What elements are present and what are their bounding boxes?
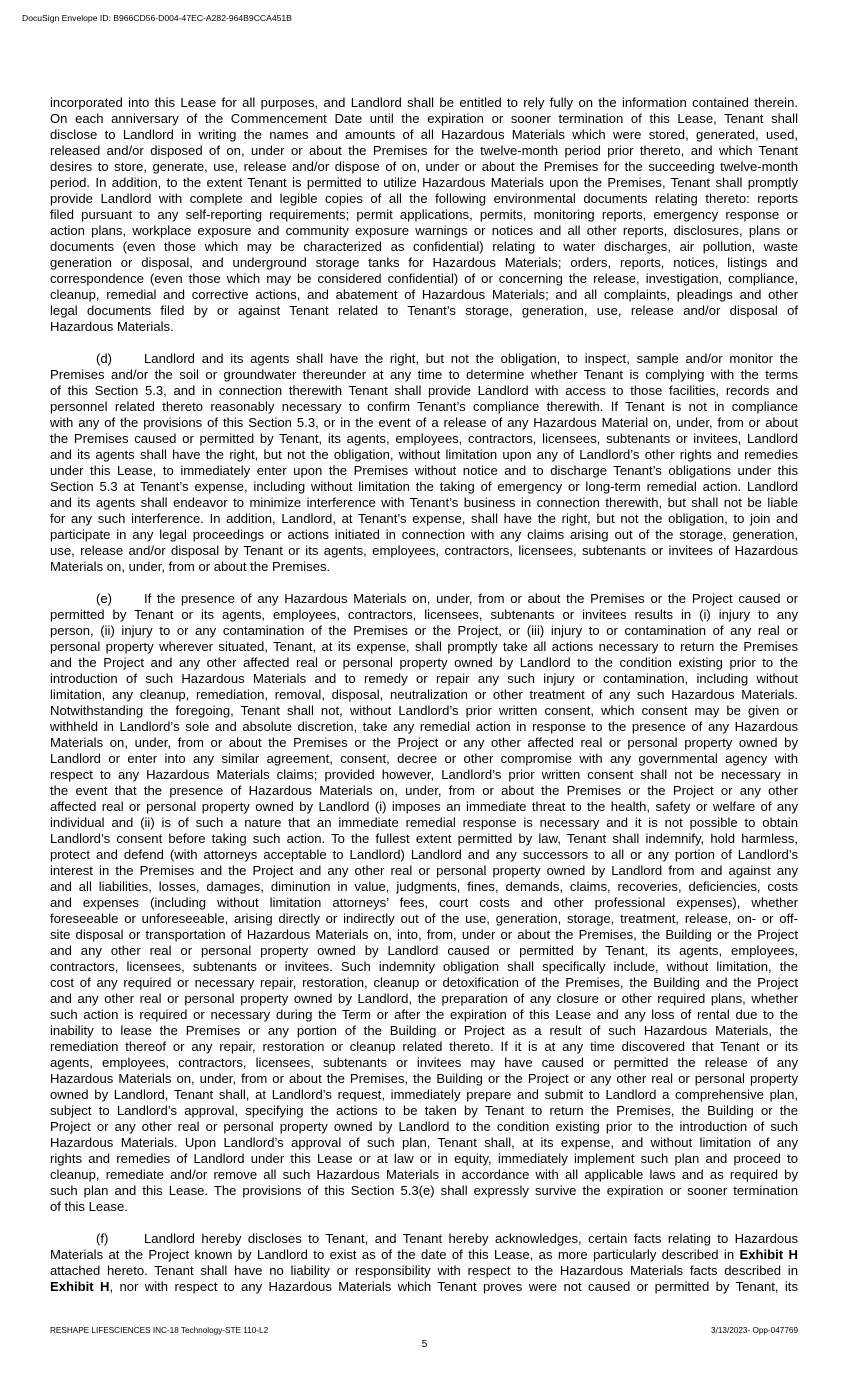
text-line	[50, 1247, 798, 1263]
text-segment: such action is required or necessary during the Term or after the expiration of this Lease and any loss of rental due to the	[50, 1007, 798, 1022]
line-content	[50, 975, 798, 991]
text-segment: Materials on, under, from or about the Premises.	[50, 559, 331, 574]
line-content	[50, 399, 798, 415]
text-segment: cleanup, remedial and corrective actions, and abatement of Hazardous Materials; and all complaints, pleadings and other	[50, 287, 798, 302]
text-line	[50, 1023, 798, 1039]
line-content	[50, 1167, 798, 1183]
line-content	[50, 831, 798, 847]
text-line	[50, 959, 798, 975]
text-line	[50, 367, 798, 383]
text-line	[50, 1151, 798, 1167]
text-segment: Materials on, under, from or about the Premises or the Project or any other affected real or personal property owned by	[50, 735, 798, 750]
text-line	[50, 543, 798, 559]
bold-reference: Exhibit H	[50, 1279, 110, 1294]
line-content	[50, 543, 798, 559]
text-segment: agents, employees, contractors, licensees, subtenants or invitees may have caused or permitted the release of any	[50, 1055, 798, 1070]
text-line	[50, 911, 798, 927]
line-content	[50, 751, 798, 767]
line-content	[50, 511, 798, 527]
text-line	[50, 1007, 798, 1023]
text-segment: filed pursuant to any self-reporting requirements; permit applications, permits, monitoring reports, emergency response or	[50, 207, 798, 222]
line-content	[50, 895, 798, 911]
text-line	[50, 863, 798, 879]
text-segment: released and/or disposed of on, under or about the Premises for the twelve-month period prior thereto, and which Tenant	[50, 143, 798, 158]
text-line	[50, 1119, 798, 1135]
text-line	[50, 111, 798, 127]
line-content	[50, 303, 798, 319]
line-content	[50, 95, 798, 111]
bold-reference: Exhibit H	[739, 1247, 798, 1262]
text-segment: Landlord or enter into any similar agreement, consent, decree or other compromise with any governmental agency with	[50, 751, 798, 766]
text-segment: On each anniversary of the Commencement Date until the expiration or sooner termination of this Lease, Tenant shall	[50, 111, 798, 126]
text-segment: the event that the presence of Hazardous Materials on, under, from or about the Premises or the Project or any other	[50, 783, 798, 798]
text-line	[50, 1055, 798, 1071]
line-content	[50, 767, 798, 783]
text-line	[50, 943, 798, 959]
text-line	[50, 271, 798, 287]
text-line	[50, 479, 798, 495]
line-content	[50, 911, 798, 927]
text-line	[50, 1135, 798, 1151]
paragraph-label: (e)	[96, 591, 113, 606]
line-content	[50, 239, 798, 255]
text-line	[50, 511, 798, 527]
line-content	[50, 639, 798, 655]
line-content	[50, 463, 798, 479]
text-segment: limitation, any cleanup, remediation, removal, disposal, neutralization or other treatment of any such Hazardous Materials.	[50, 687, 798, 702]
text-segment: subject to Landlord’s approval, specifying the actions to be taken by Tenant to return the Premises, the Building or the	[50, 1103, 798, 1118]
text-line	[50, 671, 798, 687]
docusign-envelope-id: DocuSign Envelope ID: B966CD56-D004-47EC-A282-964B9CCA451B	[22, 13, 292, 23]
line-content	[50, 495, 798, 511]
line-content	[50, 687, 798, 703]
text-segment: Materials at the Project known by Landlord to exist as of the date of this Lease, as more particularly described in	[50, 1247, 740, 1262]
line-content	[50, 879, 798, 895]
line-content	[50, 783, 798, 799]
footer-tenant-info: RESHAPE LIFESCIENCES INC-18 Technology-STE 110-L2	[50, 1326, 269, 1335]
line-content	[50, 319, 174, 335]
text-line	[50, 191, 798, 207]
text-segment: for any such interference. In addition, Landlord, at Tenant’s expense, shall have the right, but not the obligation, to join and	[50, 511, 798, 526]
text-line	[50, 799, 798, 815]
line-content	[50, 623, 798, 639]
text-segment: and expenses (including without limitation attorneys’ fees, court costs and other professional expenses), whether	[50, 895, 798, 910]
text-segment: and any other real or personal property owned by Landlord caused or permitted by Tenant, its agents, employees,	[50, 943, 798, 958]
text-segment: introduction of such Hazardous Materials and to remedy or repair any such injury or contamination, including without	[50, 671, 798, 686]
text-line	[50, 1087, 798, 1103]
text-line	[50, 1071, 798, 1087]
text-segment: cleanup, remediate and/or remove all such Hazardous Materials in accordance with all applicable laws and as required by	[50, 1167, 798, 1182]
text-line	[50, 1199, 798, 1215]
text-segment: legal documents filed by or against Tenant related to Tenant’s storage, generation, use, release and/or disposal of	[50, 303, 798, 318]
line-content	[50, 191, 798, 207]
line-content	[50, 815, 798, 831]
text-line	[50, 1263, 798, 1279]
line-content	[50, 799, 798, 815]
line-content	[50, 703, 798, 719]
line-content	[50, 223, 798, 239]
text-line	[50, 207, 798, 223]
text-segment: affected real or personal property owned by Landlord (i) imposes an immediate threat to the health, safety or welfare of any	[50, 799, 798, 814]
text-segment: disclose to Landlord in writing the names and amounts of all Hazardous Materials which were stored, generated, used,	[50, 127, 798, 142]
text-segment: protect and defend (with attorneys acceptable to Landlord) Landlord and any successors to all or any portion of Landlord’s	[50, 847, 798, 862]
document-body	[50, 95, 798, 1311]
paragraph-label: (f)	[96, 1231, 109, 1246]
text-line	[50, 783, 798, 799]
line-content	[50, 447, 798, 463]
line-content	[50, 991, 798, 1007]
text-line	[50, 287, 798, 303]
line-content	[50, 175, 798, 191]
text-line	[50, 223, 798, 239]
line-content	[50, 1183, 798, 1199]
text-segment: contractors, licensees, subtenants or invitees. Such indemnity obligation shall specifically include, without limitation, the	[50, 959, 798, 974]
text-segment: Landlord hereby discloses to Tenant, and Tenant hereby acknowledges, certain facts relating to Hazardous	[144, 1231, 798, 1246]
text-line	[50, 847, 798, 863]
line-content	[50, 271, 798, 287]
line-content	[50, 111, 798, 127]
text-segment: with any of the provisions of this Section 5.3, or in the event of a release of any Hazardous Material on, under, from or about	[50, 415, 798, 430]
text-segment: personal property wherever situated, Tenant, at its expense, shall promptly take all actions necessary to return the Premises	[50, 639, 798, 654]
text-line	[50, 767, 798, 783]
text-line	[50, 591, 798, 607]
line-content	[50, 719, 798, 735]
text-line	[50, 383, 798, 399]
text-segment: and all liabilities, losses, damages, diminution in value, judgments, fines, demands, claims, recoveries, deficiencies, costs	[50, 879, 798, 894]
text-segment: permitted by Tenant or its agents, employees, contractors, licensees, subtenants or invitees results in (i) injury to any	[50, 607, 798, 622]
text-line	[50, 319, 798, 335]
line-content	[50, 479, 798, 495]
text-segment: Hazardous Materials.	[50, 319, 174, 334]
text-segment: site disposal or transportation of Hazardous Materials on, into, from, under or about the Premises, the Building or the Project	[50, 927, 798, 942]
text-line	[50, 255, 798, 271]
line-content	[50, 863, 798, 879]
text-segment: desires to store, generate, use, release and/or dispose of on, under or about the Premises for the succeeding twelve-month	[50, 159, 798, 174]
line-content	[50, 1135, 798, 1151]
text-line	[50, 303, 798, 319]
text-line	[50, 351, 798, 367]
text-segment: and any other real or personal property owned by Landlord, the preparation of any closure or other required plans, whether	[50, 991, 798, 1006]
text-line	[50, 1103, 798, 1119]
text-segment: use, release and/or disposal by Tenant or its agents, employees, contractors, licensees, subtenants or invitees of Hazardous	[50, 543, 798, 558]
text-segment: interest in the Premises and the Project and any other real or personal property owned by Landlord from and against any	[50, 863, 798, 878]
line-content	[50, 255, 798, 271]
paragraph-continued	[50, 95, 798, 335]
text-line	[50, 607, 798, 623]
line-content	[50, 1231, 798, 1247]
text-line	[50, 1231, 798, 1247]
line-content	[50, 1119, 798, 1135]
text-segment: generation or disposal, and underground storage tanks for Hazardous Materials; orders, reports, notices, listings and	[50, 255, 798, 270]
line-content	[50, 159, 798, 175]
text-segment: respect to any Hazardous Materials claims; provided however, Landlord’s prior written consent shall not be necessary in	[50, 767, 798, 782]
text-line	[50, 751, 798, 767]
text-line	[50, 175, 798, 191]
line-content	[50, 1151, 798, 1167]
text-segment: provide Landlord with complete and legible copies of all the following environmental documents relating thereto: reports	[50, 191, 798, 206]
text-line	[50, 895, 798, 911]
text-line	[50, 831, 798, 847]
text-line	[50, 159, 798, 175]
line-content	[50, 1071, 798, 1087]
text-line	[50, 639, 798, 655]
text-segment: correspondence (even those which may be considered confidential) of or concerning the release, investigation, compliance,	[50, 271, 798, 286]
text-line	[50, 687, 798, 703]
paragraph-label: (d)	[96, 351, 113, 366]
text-line	[50, 1039, 798, 1055]
text-line	[50, 399, 798, 415]
text-segment: withheld in Landlord’s sole and absolute discretion, take any remedial action in response to the presence of any Hazardous	[50, 719, 798, 734]
text-segment: period. In addition, to the extent Tenant is permitted to utilize Hazardous Materials upon the Premises, Tenant shall promptly	[50, 175, 798, 190]
line-content	[50, 655, 798, 671]
text-segment: rights and remedies of Landlord under this Lease or at law or in equity, immediately implement such plan and proceed to	[50, 1151, 798, 1166]
text-line	[50, 239, 798, 255]
text-line	[50, 815, 798, 831]
text-line	[50, 527, 798, 543]
line-content	[50, 847, 798, 863]
text-segment: action plans, workplace exposure and community exposure warnings or notices and all other reports, disclosures, plans or	[50, 223, 798, 238]
text-line	[50, 719, 798, 735]
line-content	[50, 367, 798, 383]
line-content	[50, 143, 798, 159]
line-content	[50, 559, 330, 575]
text-segment: , nor with respect to any Hazardous Materials which Tenant proves were not caused or permitted by Tenant, its	[109, 1279, 798, 1294]
text-segment: Landlord’s consent before taking such action. To the fullest extent permitted by law, Tenant shall indemnify, hold harmless,	[50, 831, 798, 846]
text-line	[50, 95, 798, 111]
line-content	[50, 943, 798, 959]
text-segment: personnel related thereto reasonably necessary to confirm Tenant’s compliance therewith. If Tenant is not in compliance	[50, 399, 798, 414]
text-line	[50, 495, 798, 511]
text-segment: If the presence of any Hazardous Materials on, under, from or about the Premises or the Project caused or	[144, 591, 798, 606]
line-content	[50, 431, 798, 447]
text-line	[50, 735, 798, 751]
line-content	[50, 351, 798, 367]
text-segment: under this Lease, to immediately enter upon the Premises without notice and to discharge Tenant’s obligations under this	[50, 463, 798, 478]
text-segment: such plan and this Lease. The provisions of this Section 5.3(e) shall expressly survive the expiration or sooner termination	[50, 1183, 798, 1198]
text-segment: Landlord and its agents shall have the right, but not the obligation, to inspect, sample and/or monitor the	[144, 351, 798, 366]
text-segment: cost of any required or necessary repair, restoration, cleanup or detoxification of the Premises, the Building and the Project	[50, 975, 798, 990]
line-content	[50, 1279, 798, 1295]
line-content	[50, 527, 798, 543]
text-segment: Notwithstanding the foregoing, Tenant shall not, without Landlord’s prior written consent, which consent may be given or	[50, 703, 798, 718]
line-content	[50, 1039, 798, 1055]
text-segment: and its agents shall endeavor to minimize interference with Tenant’s business in connection therewith, but shall not be liable	[50, 495, 798, 510]
text-segment: inability to lease the Premises or any portion of the Building or Project as a result of such Hazardous Materials, the	[50, 1023, 798, 1038]
text-segment: incorporated into this Lease for all purposes, and Landlord shall be entitled to rely fully on the information contained therein.	[50, 95, 798, 110]
text-line	[50, 927, 798, 943]
text-segment: of this Lease.	[50, 1199, 128, 1214]
text-segment: foreseeable or unforeseeable, arising directly or indirectly out of the use, generation, storage, treatment, release, on- or off-	[50, 911, 798, 926]
text-segment: and its agents shall have the right, but not the obligation, without limitation upon any of Landlord’s other rights and remedies	[50, 447, 798, 462]
text-segment: the Premises caused or permitted by Tenant, its agents, employees, contractors, licensees, subtenants or invitees, Landlord	[50, 431, 798, 446]
paragraph-d	[50, 351, 798, 575]
line-content	[50, 607, 798, 623]
text-line	[50, 415, 798, 431]
line-content	[50, 735, 798, 751]
text-line	[50, 463, 798, 479]
text-segment: remediation thereof or any repair, restoration or cleanup related thereto. If it is at any time discovered that Tenant or its	[50, 1039, 798, 1054]
line-content	[50, 287, 798, 303]
text-segment: individual and (ii) is of such a nature that an immediate remedial response is necessary and it is not possible to obtain	[50, 815, 798, 830]
line-content	[50, 1103, 798, 1119]
text-segment: of this Section 5.3, and in connection therewith Tenant shall provide Landlord with access to those facilities, records and	[50, 383, 798, 398]
text-segment: Hazardous Materials. Upon Landlord’s approval of such plan, Tenant shall, at its expense, and without limitation of any	[50, 1135, 798, 1150]
paragraph-e	[50, 591, 798, 1215]
text-segment: Hazardous Materials on, under, from or about the Premises, the Building or the Project or any other real or personal property	[50, 1071, 798, 1086]
line-content	[50, 1023, 798, 1039]
text-segment: Project or any other real or personal property owned by Landlord to the condition existing prior to the introduction of such	[50, 1119, 798, 1134]
text-line	[50, 127, 798, 143]
text-segment: participate in any legal proceedings or actions initiated in connection with any claims arising out of the storage, generation,	[50, 527, 798, 542]
text-segment: attached hereto. Tenant shall have no liability or responsibility with respect to the Hazardous Materials facts described in	[50, 1263, 798, 1278]
footer-date-ref: 3/13/2023- Opp-047769	[711, 1326, 798, 1335]
line-content	[50, 671, 798, 687]
line-content	[50, 1199, 128, 1215]
line-content	[50, 591, 798, 607]
text-line	[50, 1183, 798, 1199]
line-content	[50, 959, 798, 975]
text-segment: owned by Landlord, Tenant shall, at Landlord’s request, immediately prepare and submit to Landlord a comprehensive plan,	[50, 1087, 798, 1102]
text-line	[50, 143, 798, 159]
line-content	[50, 1055, 798, 1071]
line-content	[50, 927, 798, 943]
text-segment: Premises and/or the soil or groundwater thereunder at any time to determine whether Tenant is complying with the terms	[50, 367, 798, 382]
line-content	[50, 415, 798, 431]
line-content	[50, 1263, 798, 1279]
text-segment: person, (ii) injury to or any contamination of the Premises or the Project, or (iii) injury to or contamination of any real or	[50, 623, 798, 638]
text-segment: Section 5.3 at Tenant’s expense, including without limitation the taking of emergency or long-term remedial action. Landlord	[50, 479, 798, 494]
text-line	[50, 991, 798, 1007]
text-line	[50, 623, 798, 639]
line-content	[50, 207, 798, 223]
text-line	[50, 447, 798, 463]
page-number: 5	[421, 1339, 428, 1350]
text-line	[50, 975, 798, 991]
text-line	[50, 1279, 798, 1295]
text-line	[50, 559, 798, 575]
line-content	[50, 1007, 798, 1023]
text-line	[50, 431, 798, 447]
text-line	[50, 1167, 798, 1183]
text-line	[50, 655, 798, 671]
line-content	[50, 1087, 798, 1103]
line-content	[50, 127, 798, 143]
line-content	[50, 383, 798, 399]
paragraph-f	[50, 1231, 798, 1295]
text-segment: and the Project and any other affected real or personal property owned by Landlord to the condition existing prior to the	[50, 655, 798, 670]
text-line	[50, 879, 798, 895]
text-line	[50, 703, 798, 719]
line-content	[50, 1247, 798, 1263]
text-segment: documents (even those which may be characterized as confidential) relating to water discharges, air pollution, waste	[50, 239, 798, 254]
